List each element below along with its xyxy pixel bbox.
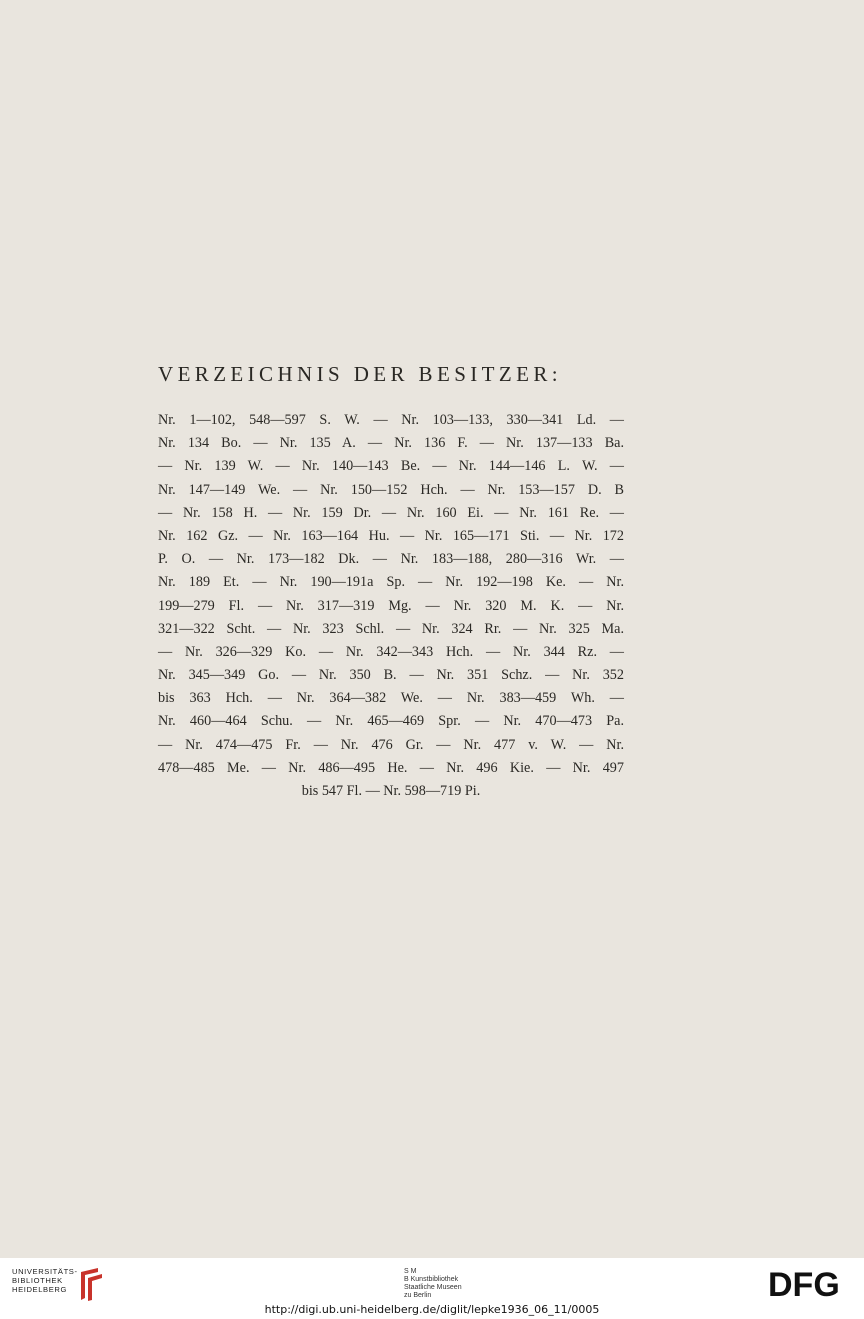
page-heading: VERZEICHNIS DER BESITZER: <box>158 362 562 386</box>
owner-list-line: Nr. 162 Gz. — Nr. 163—164 Hu. — Nr. 165—171 Sti. — Nr. 172 <box>158 527 624 544</box>
owner-list-line: 478—485 Me. — Nr. 486—495 He. — Nr. 496 Kie. — Nr. 497 <box>158 759 624 776</box>
owner-list-line: — Nr. 139 W. — Nr. 140—143 Be. — Nr. 144—146 L. W. — <box>158 458 624 475</box>
owner-list-line: P. O. — Nr. 173—182 Dk. — Nr. 183—188, 280—316 Wr. — <box>158 551 624 568</box>
page-url[interactable]: http://digi.ub.uni-heidelberg.de/diglit/lepke1936_06_11/0005 <box>264 1303 600 1316</box>
university-library-logo[interactable] <box>12 1267 78 1294</box>
viewer-footer <box>0 1258 864 1319</box>
owner-list-line: bis 547 Fl. — Nr. 598—719 Pi. <box>301 783 481 799</box>
owner-list-line: bis 363 Hch. — Nr. 364—382 We. — Nr. 383—459 Wh. — <box>158 690 624 707</box>
owner-list-line: Nr. 147—149 We. — Nr. 150—152 Hch. — Nr. 153—157 D. B <box>158 481 624 498</box>
owner-list-line: Nr. 460—464 Schu. — Nr. 465—469 Spr. — Nr. 470—473 Pa. <box>158 713 624 730</box>
owner-list-line: 321—322 Scht. — Nr. 323 Schl. — Nr. 324 Rr. — Nr. 325 Ma. <box>158 620 624 637</box>
stamp-line: B Kunstbibliothek <box>404 1276 459 1283</box>
owner-list-line: Nr. 345—349 Go. — Nr. 350 B. — Nr. 351 Schz. — Nr. 352 <box>158 667 624 684</box>
stamp-line: zu Berlin <box>404 1292 432 1299</box>
dfg-logo[interactable] <box>768 1264 854 1302</box>
owner-list-line: — Nr. 474—475 Fr. — Nr. 476 Gr. — Nr. 477 v. W. — Nr. <box>158 736 624 753</box>
owner-list-line: Nr. 134 Bo. — Nr. 135 A. — Nr. 136 F. — Nr. 137—133 Ba. <box>158 435 624 452</box>
stamp-line: S M <box>404 1268 417 1275</box>
owner-list-line: 199—279 Fl. — Nr. 317—319 Mg. — Nr. 320 M. K. — Nr. <box>158 597 624 614</box>
owner-list-line: — Nr. 326—329 Ko. — Nr. 342—343 Hch. — Nr. 344 Rz. — <box>158 643 624 660</box>
university-logo-line: BIBLIOTHEK <box>12 1276 63 1285</box>
owner-list <box>158 409 624 803</box>
stamp-line: Staatliche Museen <box>404 1284 462 1291</box>
university-logo-line: UNIVERSITÄTS- <box>12 1267 78 1276</box>
owner-list-line: Nr. 1—102, 548—597 S. W. — Nr. 103—133, 330—341 Ld. — <box>158 412 624 428</box>
kunstbibliothek-stamp <box>404 1268 462 1300</box>
university-logo-line: HEIDELBERG <box>12 1285 67 1294</box>
owner-list-line: Nr. 189 Et. — Nr. 190—191a Sp. — Nr. 192—198 Ke. — Nr. <box>158 574 624 591</box>
dfg-logo-text: DFG <box>768 1266 840 1302</box>
university-seal-icon <box>78 1266 104 1302</box>
owner-list-line: — Nr. 158 H. — Nr. 159 Dr. — Nr. 160 Ei. — Nr. 161 Re. — <box>158 504 624 521</box>
